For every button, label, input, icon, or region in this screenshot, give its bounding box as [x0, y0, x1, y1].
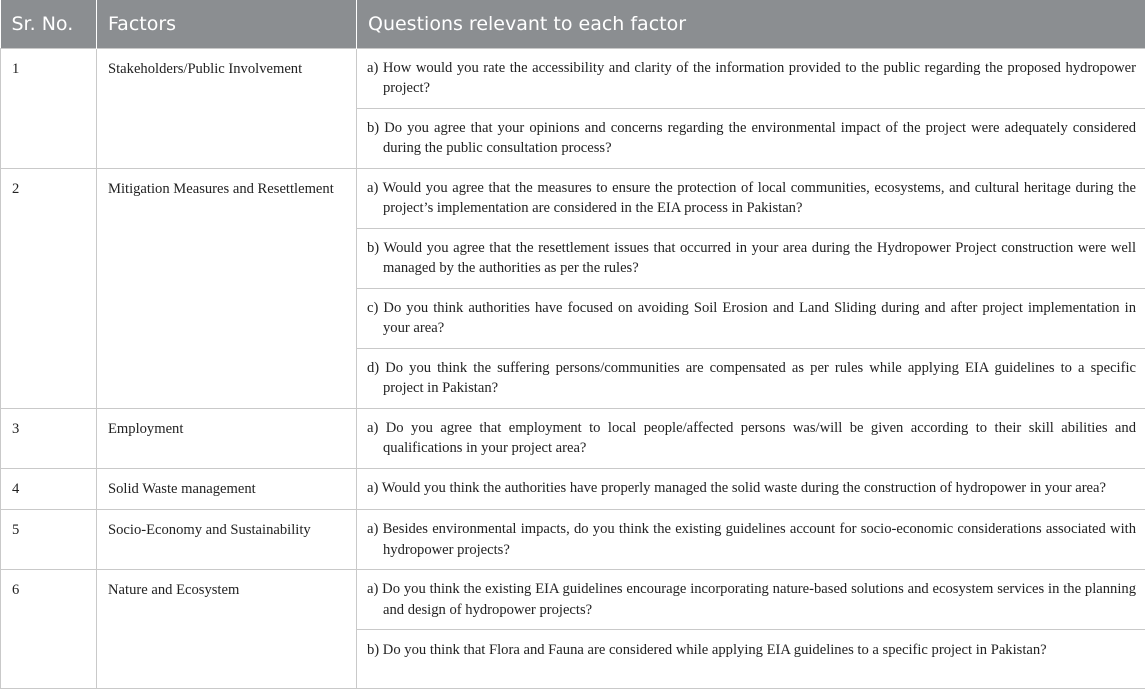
question-text: d) Do you think the suffering persons/communities are compensated as per rules while applying EIA guidelines to a specific project in Pakistan?	[367, 358, 1136, 399]
factor-name: Nature and Ecosystem	[97, 570, 357, 689]
row-number: 3	[1, 408, 97, 468]
question-text: a) Do you think the existing EIA guidelines encourage incorporating nature-based solutions and ecosystem services in the planning and design of hydropower projects?	[367, 579, 1136, 620]
table-header	[1, 0, 1145, 48]
question-cell	[357, 48, 1145, 108]
question-text: a) Besides environmental impacts, do you think the existing guidelines account for socio-economic considerations associated with hydropower projects?	[367, 519, 1136, 560]
question-cell	[357, 288, 1145, 348]
factor-name: Socio-Economy and Sustainability	[97, 510, 357, 570]
factor-name: Employment	[97, 408, 357, 468]
row-number: 6	[1, 570, 97, 689]
header-factors: Factors	[97, 0, 357, 48]
table-row	[1, 510, 1145, 570]
table-row	[1, 408, 1145, 468]
question-cell	[357, 348, 1145, 408]
table-row	[1, 48, 1145, 108]
question-cell	[357, 408, 1145, 468]
question-text: a) Do you agree that employment to local people/affected persons was/will be given according to their skill abilities and qualifications in your project area?	[367, 418, 1136, 459]
question-text: b) Do you agree that your opinions and concerns regarding the environmental impact of the project were adequately considered during the public consultation process?	[367, 118, 1136, 159]
header-row	[1, 0, 1145, 48]
question-text: a) Would you agree that the measures to ensure the protection of local communities, ecosystems, and cultural heritage during the project’s implementation are considered in the EIA process in Pakistan?	[367, 178, 1136, 219]
question-cell	[357, 468, 1145, 510]
question-cell	[357, 168, 1145, 228]
factor-name: Mitigation Measures and Resettlement	[97, 168, 357, 408]
question-cell	[357, 510, 1145, 570]
factor-name: Stakeholders/Public Involvement	[97, 48, 357, 168]
table-row	[1, 168, 1145, 228]
row-number: 5	[1, 510, 97, 570]
question-cell	[357, 630, 1145, 689]
table-row	[1, 468, 1145, 510]
question-text: b) Do you think that Flora and Fauna are considered while applying EIA guidelines to a specific project in Pakistan?	[367, 640, 1136, 661]
question-cell	[357, 108, 1145, 168]
question-text: a) Would you think the authorities have properly managed the solid waste during the construction of hydropower in your area?	[367, 478, 1136, 499]
factor-name: Solid Waste management	[97, 468, 357, 510]
header-questions: Questions relevant to each factor	[357, 0, 1145, 48]
row-number: 1	[1, 48, 97, 168]
question-text: c) Do you think authorities have focused on avoiding Soil Erosion and Land Sliding during and after project implementation in your area?	[367, 298, 1136, 339]
table-body	[1, 48, 1145, 689]
row-number: 2	[1, 168, 97, 408]
row-number: 4	[1, 468, 97, 510]
header-sr-no: Sr. No.	[1, 0, 97, 48]
question-cell	[357, 228, 1145, 288]
question-cell	[357, 570, 1145, 630]
question-text: b) Would you agree that the resettlement issues that occurred in your area during the Hydropower Project construction were well managed by the authorities as per the rules?	[367, 238, 1136, 279]
table-row	[1, 570, 1145, 630]
question-text: a) How would you rate the accessibility and clarity of the information provided to the public regarding the proposed hydropower project?	[367, 58, 1136, 99]
